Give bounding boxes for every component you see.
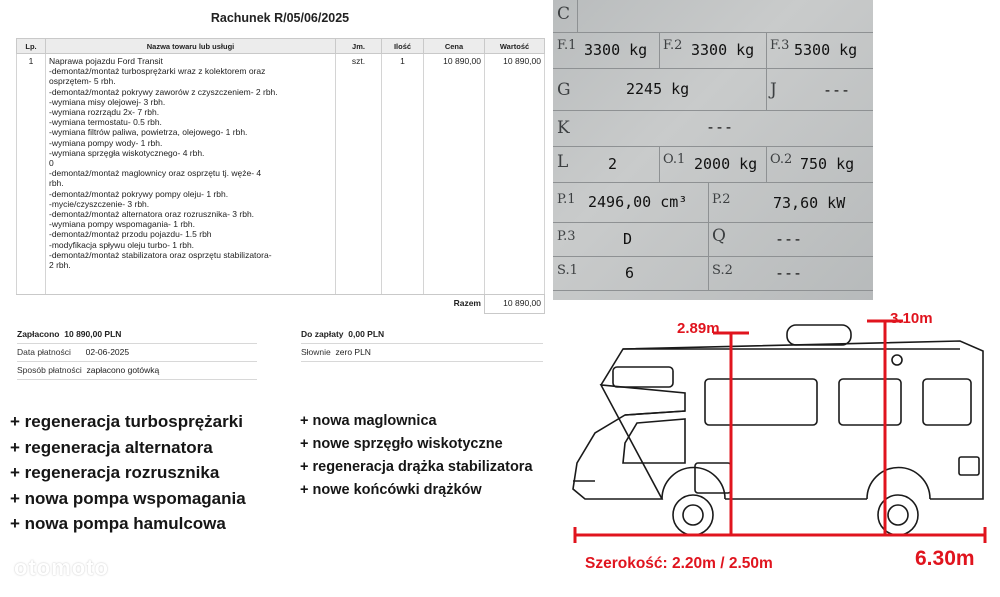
reg-value-l: 2	[608, 155, 618, 173]
rear-wheel-hub	[888, 505, 908, 525]
reg-row-s	[553, 256, 873, 291]
reg-code-p3: P.3	[557, 229, 576, 244]
roof-box	[787, 325, 851, 345]
reg-code-g: G	[557, 80, 571, 100]
description-line: -demontaż/montaż pokrywy zaworów z czyszczeniem- 2 rbh.	[49, 86, 278, 97]
service-hatch	[959, 457, 979, 475]
pay-method-value: zapłacono gotówką	[86, 365, 160, 375]
perks-left-list	[10, 409, 246, 537]
camper-dimensions-drawing	[565, 303, 1000, 592]
description-line: -wymiana filtrów paliwa, powietrza, olejowego- 1 rbh.	[49, 127, 248, 138]
front-wheel-hub	[683, 505, 703, 525]
reg-code-l: L	[557, 152, 569, 172]
reg-code-p1: P.1	[557, 192, 576, 207]
reg-value-p2: 73,60 kW	[773, 194, 846, 212]
description-line: -demontaż/montaż stabilizatora oraz osprzętu stabilizatora-	[49, 249, 272, 260]
reg-value-f3: 5300 kg	[794, 41, 858, 59]
description-line: -wymiana pompy wspomagania- 1 rbh.	[49, 219, 195, 230]
description-line: osprzętem- 5 rbh.	[49, 76, 116, 87]
total-row	[17, 295, 545, 314]
body-window-front	[705, 379, 817, 425]
reg-value-s2: ---	[775, 264, 803, 282]
alcove-window	[613, 367, 673, 387]
paid-label: Zapłacono	[17, 329, 60, 339]
reg-code-o1: O.1	[663, 152, 686, 167]
reg-value-o2: 750 kg	[800, 155, 855, 173]
reg-row-p3	[553, 222, 873, 257]
description-line: -demontaż/montaż alternatora oraz rozrusznika- 3 rbh.	[49, 209, 255, 220]
perks-right-list	[300, 410, 533, 502]
col-header-lp: Lp.	[17, 39, 46, 54]
paid-row	[17, 326, 257, 344]
body-window-rear	[923, 379, 971, 425]
reg-value-f1: 3300 kg	[584, 41, 648, 59]
pay-date-label: Data płatności	[17, 347, 71, 357]
reg-value-k: ---	[706, 118, 734, 136]
table-header-row	[17, 39, 545, 54]
item-value: 10 890,00	[485, 54, 545, 295]
bonnet-line	[625, 411, 685, 415]
list-item: + nowe końcówki drążków	[300, 482, 482, 498]
reg-code-f2: F.2	[663, 38, 683, 53]
reg-code-f3: F.3	[770, 38, 790, 53]
wheels	[662, 468, 930, 536]
list-item: + regeneracja rozrusznika	[10, 463, 220, 482]
reg-row-f	[553, 32, 873, 69]
item-description	[46, 54, 336, 295]
reg-value-s1: 6	[625, 264, 635, 282]
due-row	[301, 326, 543, 344]
list-item: + regeneracja alternatora	[10, 437, 213, 457]
item-price: 10 890,00	[424, 54, 485, 295]
list-item: + regeneracja turbosprężarki	[10, 412, 243, 431]
pay-method-row	[17, 362, 257, 380]
reg-code-o2: O.2	[770, 152, 793, 167]
width-label: Szerokość: 2.20m / 2.50m	[585, 555, 773, 572]
description-line: -demontaż/montaż przodu pojazdu- 1.5 rbh	[49, 229, 212, 240]
reg-value-j: ---	[823, 81, 851, 99]
description-line: -wymiana termostatu- 0.5 rbh.	[49, 117, 162, 128]
list-item: + nowa pompa hamulcowa	[10, 514, 226, 533]
description-line: -demontaż/montaż turbosprężarki wraz z kolektorem oraz	[49, 66, 266, 77]
list-item: + regeneracja drążka stabilizatora	[300, 459, 533, 475]
item-lp: 1	[17, 54, 46, 295]
pay-date-value: 02-06-2025	[85, 347, 130, 357]
reg-row-c	[553, 0, 873, 33]
registration-document-photo	[553, 0, 873, 300]
item-qty: 1	[382, 54, 424, 295]
cab-window	[623, 419, 685, 463]
reg-code-s1: S.1	[557, 263, 578, 278]
reg-code-s2: S.2	[712, 263, 733, 278]
words-row	[301, 344, 543, 362]
reg-code-k: K	[557, 118, 570, 138]
words-label: Słownie	[301, 347, 331, 357]
reg-code-q: Q	[712, 226, 726, 246]
reg-row-l	[553, 146, 873, 183]
description-line: 0	[49, 158, 54, 169]
reg-row-p1	[553, 182, 873, 223]
reg-value-q: ---	[775, 230, 803, 248]
due-value: 0,00 PLN	[348, 329, 385, 339]
description-line: 2 rbh.	[49, 260, 71, 271]
reg-value-g: 2245 kg	[626, 80, 690, 98]
reg-code-p2: P.2	[712, 192, 731, 207]
front-wheel	[673, 495, 713, 535]
reg-code-f1: F.1	[557, 38, 577, 53]
pay-date-row	[17, 344, 257, 362]
dimension-lines	[575, 321, 985, 543]
list-item: + nowa pompa wspomagania	[10, 488, 246, 508]
description-line: -wymiana pompy wody- 1 rbh.	[49, 137, 163, 148]
watermark-logo: otomoto	[14, 555, 109, 580]
roof-light	[892, 355, 902, 365]
total-value: 10 890,00	[485, 295, 545, 314]
pay-method-label: Sposób płatności	[17, 365, 82, 375]
description-line: Naprawa pojazdu Ford Transit	[49, 56, 163, 66]
description-line: -modyfikacja spływu oleju turbo- 1 rbh.	[49, 239, 195, 250]
description-line: -demontaż/montaż pokrywy pompy oleju- 1 rbh.	[49, 188, 229, 199]
list-item: + nowa maglownica	[300, 413, 437, 429]
col-header-qty: Ilość	[382, 39, 424, 54]
description-line: -wymiana sprzęgła wiskotycznego- 4 rbh.	[49, 147, 205, 158]
reg-row-k	[553, 110, 873, 147]
reg-code-c: C	[557, 4, 571, 24]
reg-value-f2: 3300 kg	[691, 41, 755, 59]
col-header-name: Nazwa towaru lub usługi	[46, 39, 336, 54]
length-label: 6.30m	[915, 547, 975, 570]
description-line: rbh.	[49, 178, 64, 189]
reg-value-p3: D	[623, 230, 633, 248]
col-header-value: Wartość	[485, 39, 545, 54]
paid-value: 10 890,00 PLN	[64, 329, 122, 339]
col-header-unit: Jm.	[336, 39, 382, 54]
table-row	[17, 54, 545, 295]
item-unit: szt.	[336, 54, 382, 295]
reg-row-g	[553, 68, 873, 111]
camper-body	[573, 325, 983, 499]
description-line: -wymiana misy olejowej- 3 rbh.	[49, 96, 166, 107]
invoice-items-table	[16, 38, 545, 314]
total-label: Razem	[453, 298, 481, 308]
description-line: -demontaż/montaż maglownicy oraz osprzętu tj. węże- 4	[49, 168, 262, 179]
col-header-price: Cena	[424, 39, 485, 54]
description-line: -wymiana rozrządu 2x- 7 rbh.	[49, 107, 160, 118]
camper-outline	[573, 341, 983, 499]
description-line: -mycie/czyszczenie- 3 rbh.	[49, 198, 150, 209]
words-value: zero PLN	[335, 347, 371, 357]
list-item: + nowe sprzęgło wiskotyczne	[300, 436, 503, 452]
reg-value-o1: 2000 kg	[694, 155, 758, 173]
body-window-middle	[839, 379, 901, 425]
reg-value-p1: 2496,00 cm³	[588, 193, 688, 211]
height-front-label: 2.89m	[677, 320, 720, 337]
reg-code-j: J	[770, 80, 777, 100]
invoice-title: Rachunek R/05/06/2025	[210, 11, 350, 25]
height-rear-label: 3.10m	[890, 310, 933, 327]
due-label: Do zapłaty	[301, 329, 344, 339]
